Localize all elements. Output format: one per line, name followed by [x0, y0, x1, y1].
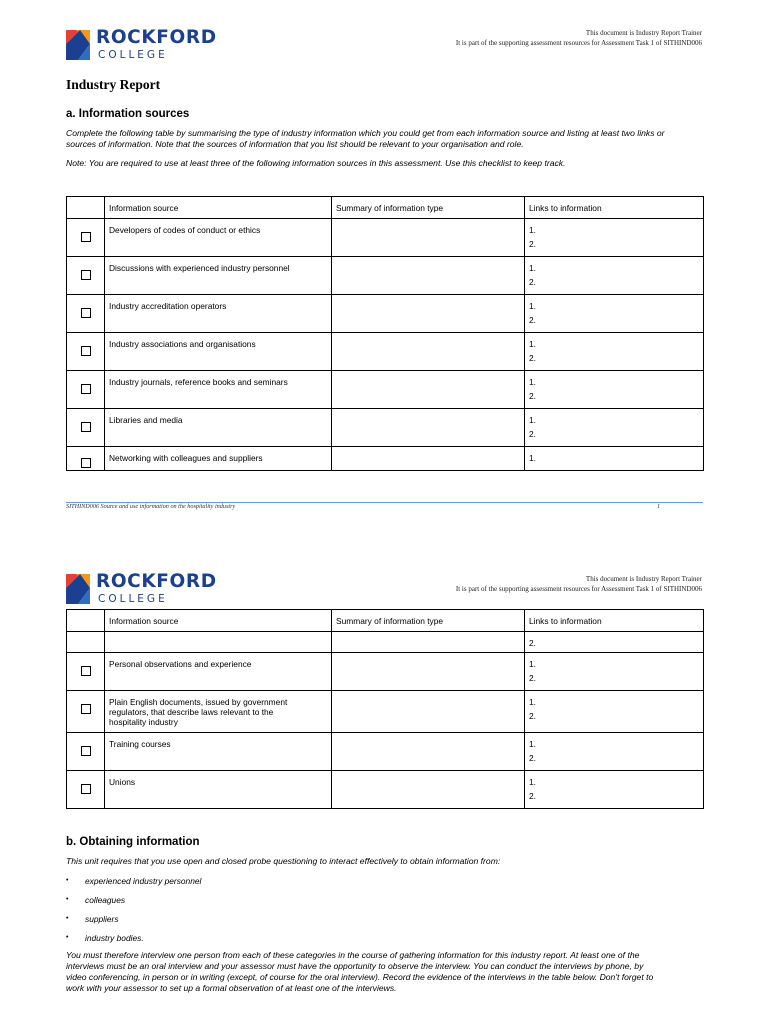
checkbox-icon[interactable] [81, 422, 91, 432]
information-sources-table [66, 196, 704, 471]
checkbox-icon[interactable] [81, 232, 91, 242]
source-cell: Industry associations and organisations [105, 333, 332, 371]
summary-cell[interactable] [332, 447, 525, 471]
table-header-row [67, 197, 704, 219]
intro-line-2: sources of information. Note that the sources of information that you list should be relevant to your organisation and role. [66, 139, 524, 149]
checkbox-icon[interactable] [81, 384, 91, 394]
rockford-mark-icon [66, 574, 90, 604]
summary-cell[interactable] [332, 771, 525, 809]
links-cell[interactable]: 1. 2. [525, 295, 704, 333]
header-links: Links to information [525, 197, 704, 219]
section-b-heading: b. Obtaining information [66, 836, 200, 848]
source-cell: Developers of codes of conduct or ethics [105, 219, 332, 257]
summary-cell[interactable] [332, 219, 525, 257]
section-a-note: Note: You are required to use at least three of the following information sources in this assessment. Use this checklist to keep track. [66, 158, 566, 168]
college-logo [66, 29, 217, 60]
checkbox-icon[interactable] [81, 704, 91, 714]
links-cell[interactable]: 1. 2. [525, 733, 704, 771]
checkbox-icon[interactable] [81, 346, 91, 356]
list-item: • suppliers [66, 913, 119, 924]
bullet-icon: • [66, 896, 69, 903]
header-line-2: It is part of the supporting assessment resources for Assessment Task 1 of SITHIND006 [455, 584, 702, 593]
summary-cell[interactable] [332, 691, 525, 733]
header-line-1: This document is Industry Report Trainer [585, 575, 702, 583]
intro-line-1: Complete the following table by summarising the type of industry information which you could get from each information source and listing at least two links or [66, 128, 665, 138]
summary-cell[interactable] [332, 333, 525, 371]
links-cell[interactable]: 1. 2. [525, 691, 704, 733]
header-cell-blank [67, 610, 105, 632]
header-links: Links to information [525, 610, 704, 632]
footer-page-number: 1 [657, 503, 661, 510]
header-line-1: This document is Industry Report Trainer [585, 29, 702, 37]
header-cell-blank [67, 197, 105, 219]
summary-cell[interactable] [332, 653, 525, 691]
table-row [67, 653, 704, 691]
document-header [456, 575, 702, 594]
header-line-2: It is part of the supporting assessment resources for Assessment Task 1 of SITHIND006 [455, 38, 702, 47]
source-cell: Libraries and media [105, 409, 332, 447]
source-cell: Industry accreditation operators [105, 295, 332, 333]
page-title: Industry Report [66, 77, 161, 92]
summary-cell[interactable] [332, 733, 525, 771]
section-b-paragraph: You must therefore interview one person from each of these categories in the course of gathering information for this industry report. At least one of the interviews must be an oral interview and your assessor must have the opportunity to observe the interview. You can conduct the interviews by phone, by video conferencing, in person or in writing (except, of course for the oral interview). Record the evidence of the interviews in the table below. Don't forget to work with your assessor to set up a formal observation of at least one of the interviews. [66, 950, 654, 993]
information-sources-table-continued [66, 609, 704, 809]
bullet-icon: • [66, 877, 69, 884]
table-row [67, 447, 704, 471]
table-row [67, 219, 704, 257]
logo-sub: COLLEGE [98, 48, 168, 61]
section-a-heading: a. Information sources [66, 108, 190, 120]
table-row [67, 771, 704, 809]
list-item: • industry bodies. [66, 932, 144, 943]
checkbox-icon[interactable] [81, 458, 91, 468]
bullet-icon: • [66, 934, 69, 941]
checkbox-icon[interactable] [81, 666, 91, 676]
summary-cell[interactable] [332, 409, 525, 447]
table-row [67, 371, 704, 409]
links-cell[interactable]: 1. 2. [525, 771, 704, 809]
source-cell: Unions [105, 771, 332, 809]
summary-cell[interactable] [332, 632, 525, 653]
header-source: Information source [105, 610, 332, 632]
checkbox-icon[interactable] [81, 746, 91, 756]
bullet-icon: • [66, 915, 69, 922]
logo-brand: ROCKFORD [96, 27, 217, 48]
table-row [67, 733, 704, 771]
header-summary: Summary of information type [332, 610, 525, 632]
bullet-list [66, 871, 201, 947]
links-cell[interactable]: 1. 2. [525, 219, 704, 257]
links-cell[interactable]: 1. [525, 447, 704, 471]
source-cell: Discussions with experienced industry personnel [105, 257, 332, 295]
links-cell[interactable]: 1. 2. [525, 409, 704, 447]
links-cell[interactable]: 1. 2. [525, 257, 704, 295]
logo-brand: ROCKFORD [96, 571, 217, 592]
college-logo [66, 573, 217, 604]
list-item: • colleagues [66, 894, 126, 905]
links-cell[interactable]: 1. 2. [525, 653, 704, 691]
table-row [67, 691, 704, 733]
source-cell: Networking with colleagues and suppliers [105, 447, 332, 471]
document-header [456, 29, 702, 48]
table-row [67, 257, 704, 295]
links-cell[interactable]: 1. 2. [525, 371, 704, 409]
table-row [67, 409, 704, 447]
list-item: • experienced industry personnel [66, 875, 202, 886]
links-cell[interactable]: 1. 2. [525, 333, 704, 371]
table-row [67, 295, 704, 333]
header-summary: Summary of information type [332, 197, 525, 219]
section-a-intro [66, 128, 706, 150]
checkbox-icon[interactable] [81, 308, 91, 318]
checkbox-icon[interactable] [81, 270, 91, 280]
summary-cell[interactable] [332, 295, 525, 333]
summary-cell[interactable] [332, 257, 525, 295]
source-cell: Plain English documents, issued by government regulators, that describe laws relevant to the hospitality industry [105, 691, 332, 733]
table-row [67, 333, 704, 371]
table-header-row [67, 610, 704, 632]
source-cell: Industry journals, reference books and seminars [105, 371, 332, 409]
logo-sub: COLLEGE [98, 592, 168, 605]
footer-unit: SITHIND006 Source and use information on the hospitality industry [66, 503, 236, 510]
source-cell: Personal observations and experience [105, 653, 332, 691]
checkbox-icon[interactable] [81, 784, 91, 794]
table-row-continued [67, 632, 704, 653]
links-cell[interactable]: 2. [525, 632, 704, 653]
source-cell: Training courses [105, 733, 332, 771]
summary-cell[interactable] [332, 371, 525, 409]
section-b-intro: This unit requires that you use open and closed probe questioning to interact effectively to obtain information from: [66, 856, 501, 866]
header-source: Information source [105, 197, 332, 219]
rockford-mark-icon [66, 30, 90, 60]
